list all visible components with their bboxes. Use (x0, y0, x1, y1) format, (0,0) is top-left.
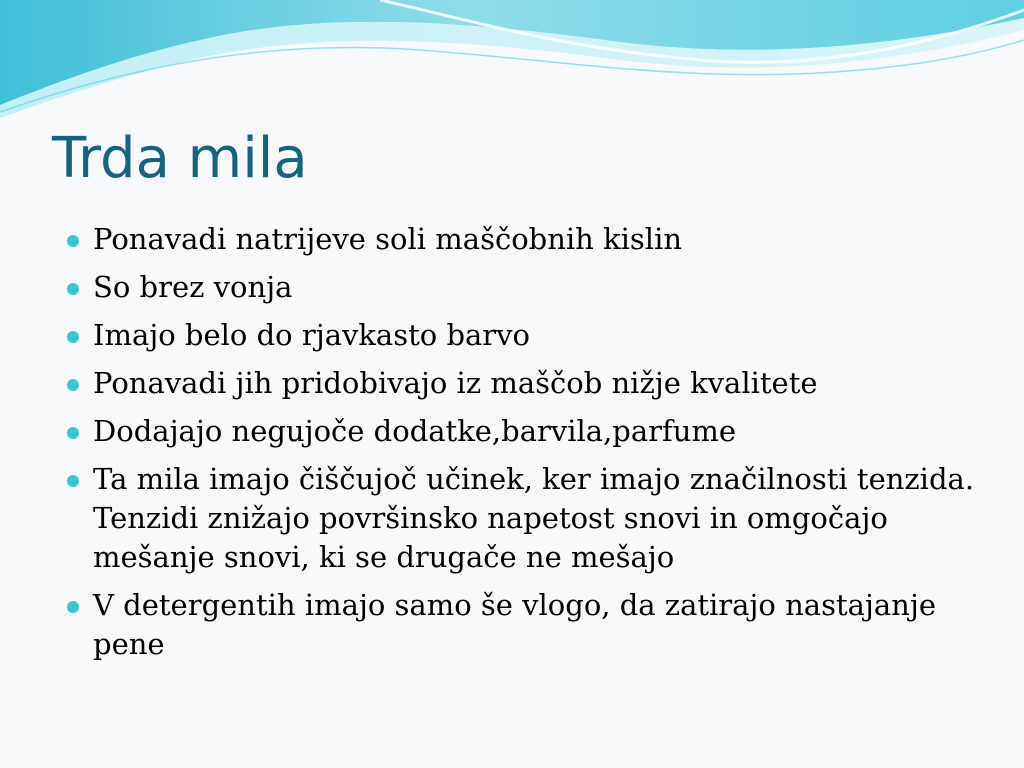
bullet-item (65, 586, 975, 664)
bullet-marker-icon (67, 379, 79, 391)
bullet-marker-icon (67, 475, 79, 487)
bullet-item (65, 220, 975, 259)
bullet-marker-icon (67, 331, 79, 343)
header-wave-decoration (0, 0, 1024, 130)
bullet-item (65, 364, 975, 403)
bullet-text: Ponavadi jih pridobivajo iz maščob nižje kvalitete (93, 366, 818, 400)
bullet-marker-icon (67, 283, 79, 295)
bullet-text: Ponavadi natrijeve soli maščobnih kislin (93, 222, 683, 256)
bullet-text: Dodajajo negujoče dodatke,barvila,parfume (93, 414, 737, 448)
bullet-text: So brez vonja (93, 270, 293, 304)
bullet-item (65, 316, 975, 355)
bullet-text: V detergentih imajo samo še vlogo, da zatirajo nastajanje pene (93, 588, 937, 661)
slide-title: Trda mila (52, 126, 308, 191)
bullet-text: Ta mila imajo čiščujoč učinek, ker imajo značilnosti tenzida. Tenzidi znižajo površinsko napetost snovi in omgočajo mešanje snovi, ki se drugače ne mešajo (93, 462, 975, 574)
bullet-marker-icon (67, 235, 79, 247)
bullet-text: Imajo belo do rjavkasto barvo (93, 318, 530, 352)
bullet-item (65, 268, 975, 307)
bullet-list (65, 220, 975, 673)
bullet-item (65, 460, 975, 577)
bullet-marker-icon (67, 601, 79, 613)
bullet-item (65, 412, 975, 451)
bullet-marker-icon (67, 427, 79, 439)
